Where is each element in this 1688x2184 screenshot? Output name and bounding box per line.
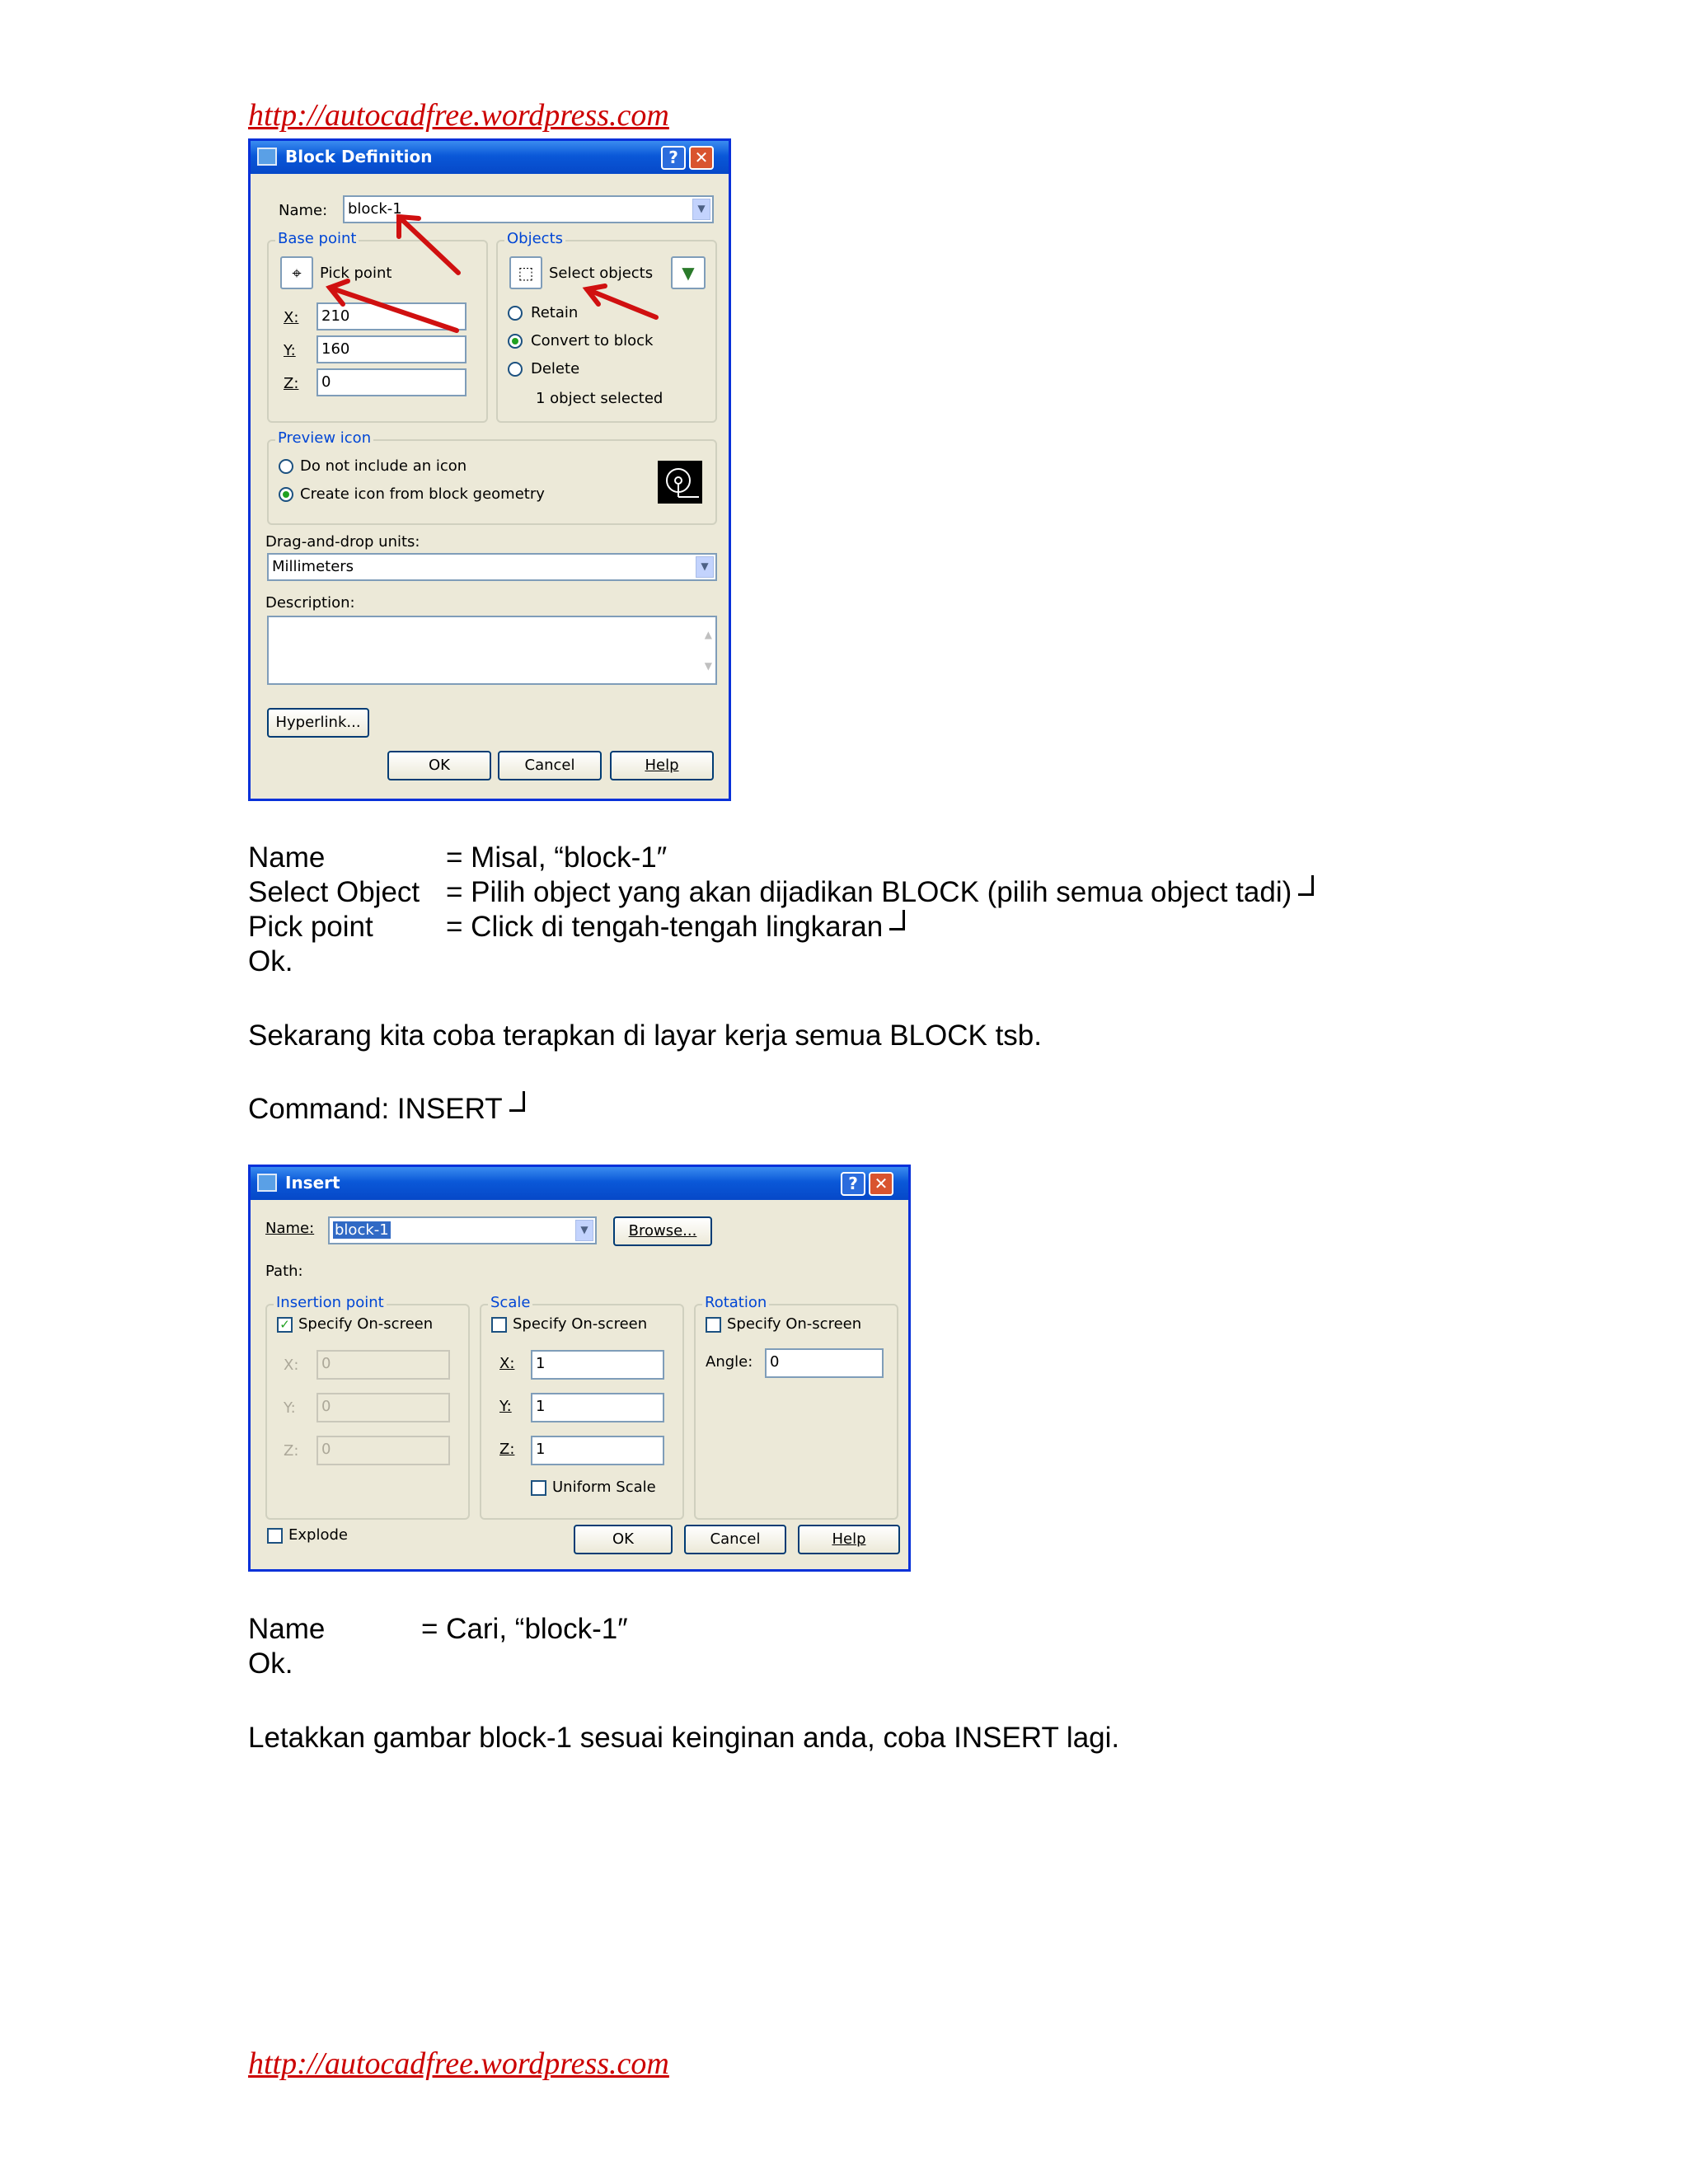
circle-preview-icon <box>658 461 702 504</box>
insertion-point-title: Insertion point <box>274 1294 387 1311</box>
help-icon[interactable]: ? <box>661 146 686 170</box>
close-icon[interactable]: ✕ <box>689 146 714 170</box>
scale-specify-label: Specify On-screen <box>513 1315 648 1333</box>
dialog-title: Insert <box>285 1173 340 1193</box>
pick-point-label: Pick point <box>320 265 392 282</box>
browse-button[interactable]: Browse... <box>613 1216 712 1246</box>
ok-button[interactable]: OK <box>574 1525 673 1554</box>
y-label: Y: <box>284 342 296 359</box>
block-definition-dialog <box>248 138 731 801</box>
scale-specify-checkbox[interactable] <box>491 1317 507 1333</box>
retain-label: Retain <box>531 304 579 321</box>
insertion-specify-checkbox[interactable]: ✓ <box>277 1317 293 1333</box>
scale-z-input[interactable]: 1 <box>531 1436 664 1465</box>
definition-value: = Pilih object yang akan dijadikan BLOCK (pilih semua object tadi) <box>446 876 1292 908</box>
description-textarea[interactable] <box>267 616 717 685</box>
footer-link[interactable]: http://autocadfree.wordpress.com <box>248 2046 669 2081</box>
command-text: Command: INSERT <box>248 1093 503 1125</box>
name-combo[interactable] <box>328 1216 597 1244</box>
paragraph-1: Sekarang kita coba terapkan di layar kerja semua BLOCK tsb. <box>248 1019 1042 1052</box>
ins-y-label: Y: <box>284 1399 296 1417</box>
ok-text: Ok. <box>248 1647 293 1680</box>
definition-value: = Click di tengah-tengah lingkaran <box>446 911 884 943</box>
insertion-specify-label: Specify On-screen <box>298 1315 434 1333</box>
explode-checkbox[interactable] <box>267 1528 283 1544</box>
enter-key-icon <box>889 910 905 930</box>
help-icon[interactable]: ? <box>841 1172 865 1196</box>
preview-icon-group <box>267 439 717 525</box>
header-link[interactable]: http://autocadfree.wordpress.com <box>248 98 669 133</box>
chevron-down-icon[interactable]: ▼ <box>575 1220 593 1241</box>
app-icon <box>257 1174 277 1192</box>
scale-z-label: Z: <box>499 1441 515 1458</box>
no-icon-label: Do not include an icon <box>300 457 467 475</box>
ok-button[interactable]: OK <box>387 751 491 780</box>
definition-value: = Misal, “block-1″ <box>446 841 668 874</box>
definition-term: Name <box>248 1613 326 1645</box>
base-z-input[interactable]: 0 <box>316 368 467 396</box>
description-label: Description: <box>265 594 355 612</box>
units-value: Millimeters <box>272 558 354 575</box>
scroll-up-icon[interactable]: ▲ <box>704 629 712 640</box>
create-icon-label: Create icon from block geometry <box>300 485 545 503</box>
scroll-down-icon[interactable]: ▼ <box>704 660 712 672</box>
cancel-button[interactable]: Cancel <box>684 1525 786 1554</box>
base-y-input[interactable]: 160 <box>316 335 467 363</box>
rotation-title: Rotation <box>702 1294 769 1311</box>
name-label: Name: <box>265 1220 315 1237</box>
pick-point-icon[interactable]: ⌖ <box>280 256 313 289</box>
definitions-list-1 <box>248 841 1314 979</box>
definition-term: Name <box>248 841 326 874</box>
base-point-title: Base point <box>275 230 359 247</box>
x-label: X: <box>284 309 299 326</box>
quick-select-icon[interactable]: ▼ <box>671 256 706 289</box>
convert-label: Convert to block <box>531 332 654 349</box>
ins-x-input[interactable]: 0 <box>316 1350 450 1380</box>
paragraph-2: Letakkan gambar block-1 sesuai keinginan anda, coba INSERT lagi. <box>248 1722 1120 1754</box>
ins-z-label: Z: <box>284 1442 299 1460</box>
chevron-down-icon[interactable]: ▼ <box>696 556 714 578</box>
rotation-group <box>694 1304 898 1520</box>
definition-row <box>248 875 1314 910</box>
units-label: Drag-and-drop units: <box>265 533 420 551</box>
command-line <box>248 1091 525 1127</box>
ok-text: Ok. <box>248 945 293 977</box>
preview-icon-title: Preview icon <box>275 429 373 447</box>
title-bar <box>251 1167 908 1200</box>
dialog-title: Block Definition <box>285 147 433 166</box>
select-objects-label: Select objects <box>549 265 654 282</box>
select-objects-icon[interactable]: ⬚ <box>509 256 542 289</box>
rotation-specify-checkbox[interactable] <box>706 1317 721 1333</box>
rotation-specify-label: Specify On-screen <box>727 1315 862 1333</box>
scale-title: Scale <box>488 1294 532 1311</box>
no-icon-radio[interactable] <box>279 459 293 474</box>
name-label: Name: <box>279 202 328 219</box>
scale-y-input[interactable]: 1 <box>531 1393 664 1422</box>
path-label: Path: <box>265 1263 303 1280</box>
enter-key-icon <box>509 1091 525 1112</box>
hyperlink-button[interactable]: Hyperlink... <box>267 708 369 738</box>
uniform-scale-checkbox[interactable] <box>531 1480 546 1496</box>
ins-z-input[interactable]: 0 <box>316 1436 450 1465</box>
base-x-input[interactable]: 210 <box>316 302 467 330</box>
scale-y-label: Y: <box>499 1398 512 1415</box>
definition-value: = Cari, “block-1″ <box>421 1613 628 1645</box>
chevron-down-icon[interactable]: ▼ <box>692 199 710 220</box>
definition-row <box>248 910 1314 944</box>
definitions-list-2 <box>248 1612 628 1681</box>
cancel-button[interactable]: Cancel <box>498 751 602 780</box>
angle-input[interactable]: 0 <box>765 1348 884 1378</box>
objects-title: Objects <box>504 230 565 247</box>
help-button[interactable]: Help <box>610 751 714 780</box>
close-icon[interactable]: ✕ <box>869 1172 893 1196</box>
explode-label: Explode <box>288 1526 348 1544</box>
definition-term: Pick point <box>248 911 373 943</box>
block-preview-image <box>658 461 702 504</box>
definition-row <box>248 841 1314 875</box>
help-button[interactable]: Help <box>798 1525 900 1554</box>
uniform-scale-label: Uniform Scale <box>552 1479 656 1496</box>
selected-count: 1 object selected <box>536 390 663 407</box>
z-label: Z: <box>284 375 299 392</box>
definition-row <box>248 1612 628 1647</box>
angle-label: Angle: <box>706 1353 753 1371</box>
name-value: block-1 <box>335 1221 389 1239</box>
units-combo[interactable] <box>267 553 717 581</box>
scale-x-label: X: <box>499 1355 515 1372</box>
create-icon-radio[interactable] <box>279 487 293 502</box>
enter-key-icon <box>1298 875 1314 896</box>
scale-x-input[interactable]: 1 <box>531 1350 664 1380</box>
definition-term: Select Object <box>248 876 420 908</box>
ins-x-label: X: <box>284 1357 299 1374</box>
ins-y-input[interactable]: 0 <box>316 1393 450 1422</box>
insert-dialog <box>248 1165 911 1572</box>
delete-label: Delete <box>531 360 580 377</box>
name-value: block-1 <box>348 200 402 218</box>
